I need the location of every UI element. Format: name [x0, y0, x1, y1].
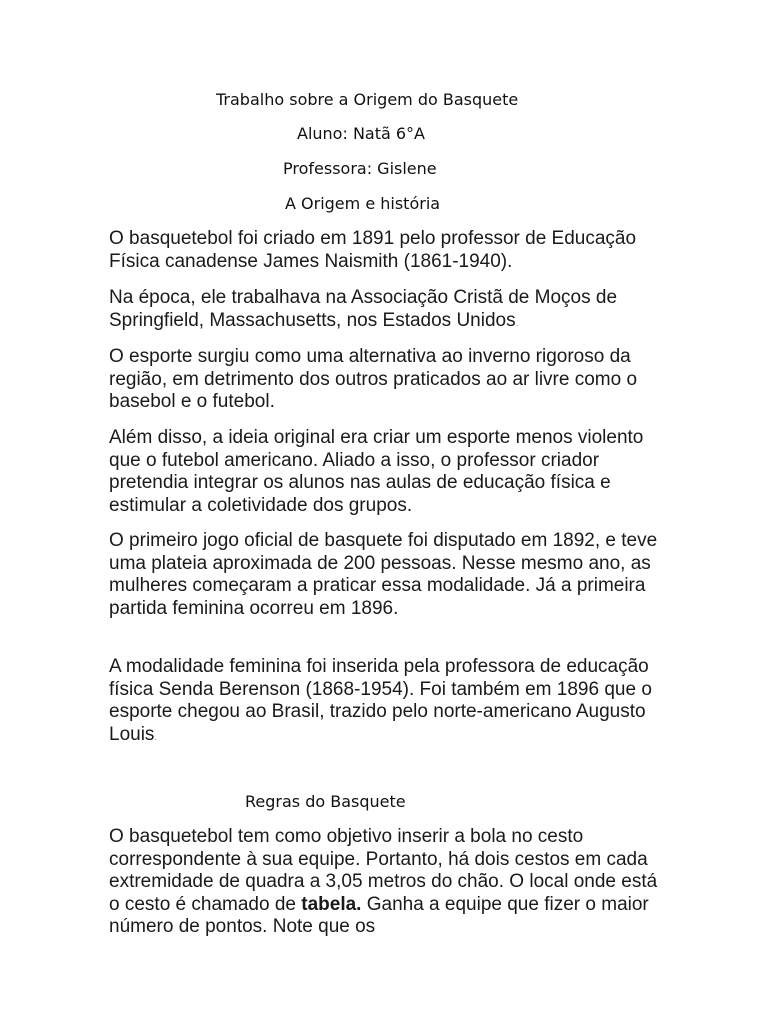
paragraph-2-dot: . [515, 317, 519, 329]
paragraph-2 [109, 287, 669, 335]
paragraph-6-dot: . [154, 731, 158, 743]
teacher-name: Professora: Gislene [283, 159, 437, 178]
paragraph-5: O primeiro jogo oficial de basquete foi disputado em 1892, e teve uma plateia aproximada de 200 pessoas. Nesse mesmo ano, as mulheres começaram a praticar essa modalidade. Já a primeira partida feminina ocorreu em 1896. [109, 530, 658, 619]
paragraph-3: O esporte surgiu como uma alternativa ao inverno rigoroso da região, em detrimento dos outros praticados ao ar livre como o basebol e o futebol. [109, 346, 638, 412]
section-heading-origin: A Origem e história [285, 194, 441, 213]
section-heading-rules: Regras do Basquete [245, 792, 406, 811]
student-name: Aluno: Natã 6°A [297, 124, 425, 143]
paragraph-6 [109, 656, 669, 749]
rules-text-bold: tabela. [301, 893, 362, 915]
paragraph-1: O basquetebol foi criado em 1891 pelo professor de Educação Física canadense James Naismith (1861-1940). [109, 228, 637, 272]
document-title: Trabalho sobre a Origem do Basquete [216, 90, 519, 109]
rules-text-after: Ganha a equipe que fizer o maior número de pontos. Note que os [109, 893, 649, 937]
paragraph-6-text: A modalidade feminina foi inserida pela professora de educação física Senda Berenson (1868-1954). Foi também em 1896 que o esporte chegou ao Brasil, trazido pelo norte-americano Augusto Louis [109, 656, 652, 745]
rules-text-before: O basquetebol tem como objetivo inserir a bola no cesto correspondente à sua equipe. Portanto, há dois cestos em cada extremidade de quadra a 3,05 metros do chão. O local onde está o cesto é chamado de [109, 826, 658, 915]
paragraph-4: Além disso, a ideia original era criar um esporte menos violento que o futebol americano. Aliado a isso, o professor criador pretendia integrar os alunos nas aulas de educação física e estimular a coletividade dos grupos. [109, 427, 644, 516]
paragraph-2-text: Na época, ele trabalhava na Associação Cristã de Moços de Springfield, Massachusetts, nos Estados Unidos [109, 287, 618, 331]
rules-paragraph [109, 826, 669, 939]
